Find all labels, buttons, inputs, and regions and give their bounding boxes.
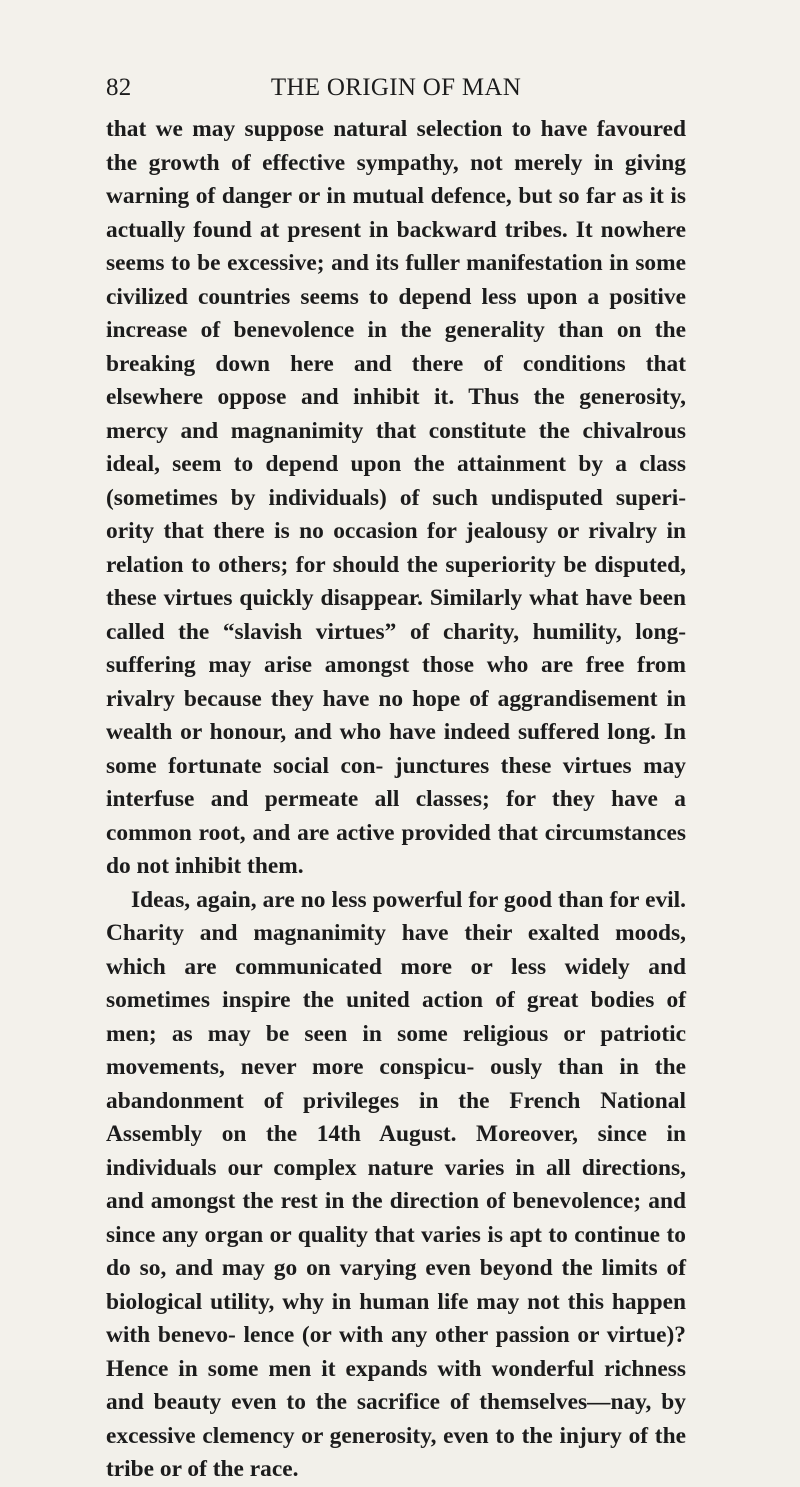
running-title: THE ORIGIN OF MAN	[270, 74, 522, 101]
body-text	[106, 113, 686, 1487]
paragraph-ideas: Ideas, again, are no less powerful for good than for evil. Charity and magnanimity have their exalted moods, which are communicated more or less widely and sometimes inspire the united action of great bodies of men; as may be seen in some religious or patriotic movements, never more conspicu- ously than in the abandonment of privileges in the French National Assembly on the 14th August. Moreover, since in individuals our complex nature varies in all directions, and amongst the rest in the direction of benevolence; and since any organ or quality that varies is apt to continue to do so, and may go on varying even beyond the limits of biological utility, why in human life may not this happen with benevo- lence (or with any other passion or virtue)? Hence in some men it expands with wonderful richness and beauty even to the sacrifice of themselves—nay, by excessive clemency or generosity, even to the injury of the tribe or of the race.	[106, 886, 686, 1482]
paragraph-continued: that we may suppose natural selection to have favoured the growth of effective sympathy, not merely in giving warning of danger or in mutual defence, but so far as it is actually found at present in backward tribes. It nowhere seems to be excessive; and its fuller manifestation in some civilized countries seems to depend less upon a positive increase of benevolence in the generality than on the breaking down here and there of conditions that elsewhere oppose and inhibit it. Thus the generosity, mercy and magnanimity that constitute the chivalrous ideal, seem to depend upon the attainment by a class (sometimes by individuals) of such undisputed superi- ority that there is no occasion for jealousy or rivalry in relation to others; for should the superiority be disputed, these virtues quickly disappear. Similarly what have been called the “slavish virtues” of charity, humility, long-suffering may arise amongst those who are free from rivalry because they have no hope of aggrandisement in wealth or honour, and who have indeed suffered long. In some fortunate social con- junctures these virtues may interfuse and permeate all classes; for they have a common root, and are active provided that circumstances do not inhibit them.	[106, 116, 686, 879]
running-header	[106, 70, 686, 106]
page-number: 82	[106, 74, 132, 101]
